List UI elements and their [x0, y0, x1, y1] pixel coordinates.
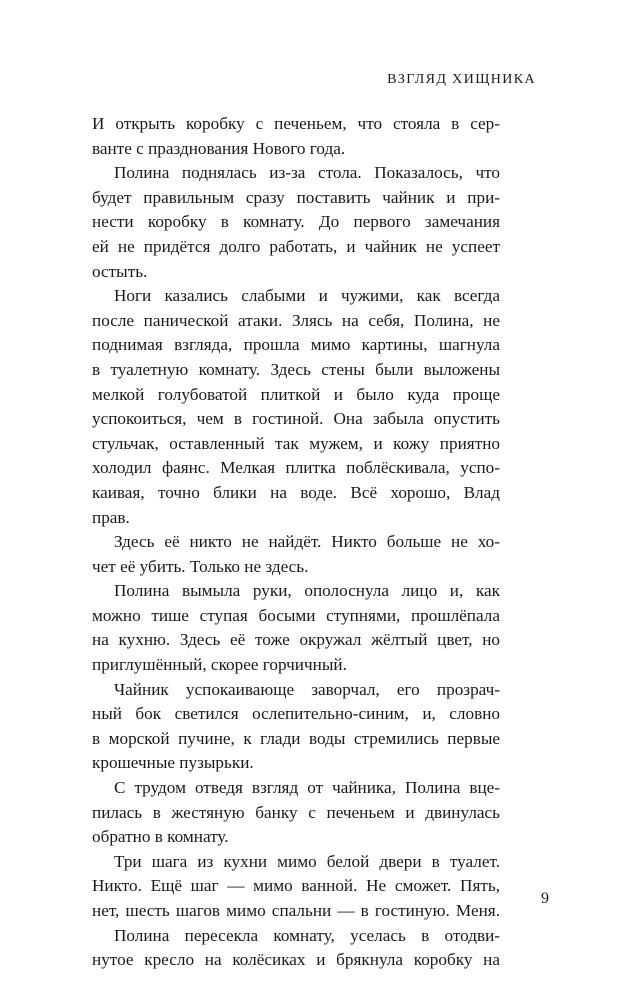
text-line: в туалетную комнату. Здесь стены были выложены — [92, 359, 500, 379]
text-line: успокоиться, чем в гостиной. Она забыла опустить — [92, 409, 500, 429]
text-line: пилась в жестяную банку с печеньем и двинулась — [92, 802, 500, 822]
text-line: Ноги казались слабыми и чужими, как всегда — [114, 286, 500, 306]
text-line: ный бок светился ослепительно-синим, и, словно — [92, 704, 500, 724]
text-line: С трудом отведя взгляд от чайника, Полина вце- — [114, 778, 500, 798]
text-line: обратно в комнату. — [92, 827, 229, 847]
text-line: крошечные пузырьки. — [92, 753, 254, 773]
text-line: после панической атаки. Злясь на себя, Полина, не — [92, 310, 500, 330]
running-head: ВЗГЛЯД ХИЩНИКА — [387, 72, 536, 87]
text-line: чет её убить. Только не здесь. — [92, 556, 309, 576]
text-line: приглушённый, скорее горчичный. — [92, 655, 347, 675]
text-line: поднимая взгляда, прошла мимо картины, шагнула — [92, 335, 500, 355]
body-text — [92, 112, 500, 973]
text-line: ей не придётся долго работать, и чайник не успеет — [92, 236, 500, 256]
text-line: Здесь её никто не найдёт. Никто больше не хо- — [114, 532, 500, 552]
text-line: каивая, точно блики на воде. Всё хорошо, Влад — [92, 482, 500, 502]
text-line: можно тише ступая босыми ступнями, прошлёпала — [92, 605, 500, 625]
text-line: остыть. — [92, 261, 148, 281]
text-line: И открыть коробку с печеньем, что стояла в сер- — [92, 114, 500, 133]
text-line: прав. — [92, 507, 130, 527]
text-line: мелкой голубоватой плиткой и было куда проще — [92, 384, 500, 404]
text-line: на кухню. Здесь её тоже окружал жёлтый цвет, но — [92, 630, 500, 650]
text-line: в морской пучине, к глади воды стремились первые — [92, 728, 500, 748]
text-line: стульчак, оставленный так мужем, и кожу приятно — [92, 433, 500, 453]
text-line: нет, шесть шагов мимо спальни — в гостиную. Меня. — [92, 901, 500, 920]
page-number: 9 — [541, 890, 549, 907]
text-line: Три шага из кухни мимо белой двери в туалет. — [114, 851, 500, 871]
text-line: нутое кресло на колёсиках и брякнула коробку на — [92, 950, 500, 970]
text-line: будет правильным сразу поставить чайник и при- — [92, 187, 500, 207]
text-line: Чайник успокаивающе заворчал, его прозрач- — [114, 679, 500, 699]
text-line: Никто. Ещё шаг — мимо ванной. Не сможет. Пять, — [92, 876, 500, 896]
text-line: нести коробку в комнату. До первого замечания — [92, 212, 500, 232]
text-line: Полина вымыла руки, ополоснула лицо и, как — [114, 581, 500, 601]
text-line: холодил фаянс. Мелкая плитка поблёскивала, успо- — [92, 458, 500, 478]
text-line: ванте с празднования Нового года. — [92, 138, 346, 158]
text-line: Полина поднялась из-за стола. Показалось, что — [114, 163, 500, 183]
text-line: Полина пересекла комнату, уселась в отодви- — [114, 925, 500, 945]
